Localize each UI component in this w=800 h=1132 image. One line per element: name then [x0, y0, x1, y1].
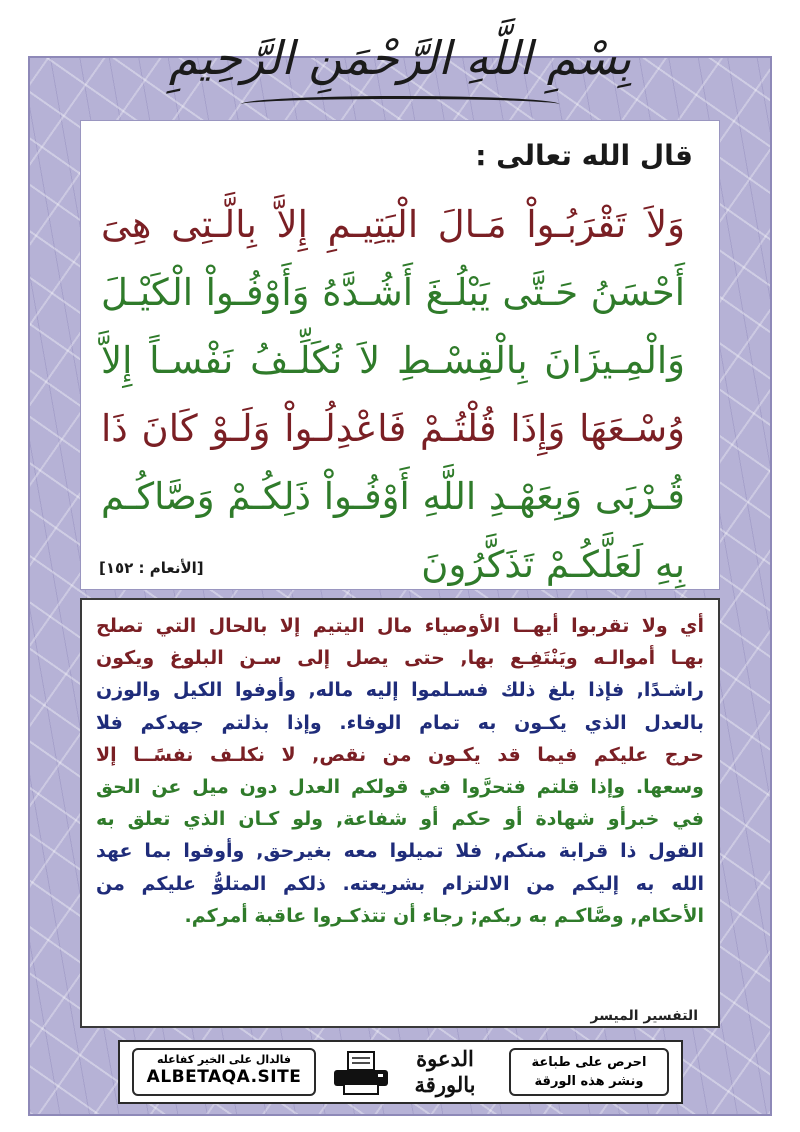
print-request-line: احرص على طباعة [531, 1055, 647, 1070]
tafsir-source: التفسير الميسر [590, 1008, 698, 1024]
basmala-calligraphy [0, 8, 800, 112]
basmala-text: بِسْمِ اللَّهِ الرَّحْمَنِ الرَّحِيمِ [168, 31, 632, 85]
verse-line: قُـرْبَى وَبِعَهْـدِ اللَّهِ أَوْفُـواْ ذَلِكُـمْ وَصَّاكُـم [101, 475, 685, 518]
verse-text [101, 191, 685, 599]
verse-intro: قال الله تعالى : [475, 139, 693, 172]
verse-line: بِهِ لَعَلَّكُـمْ تَذَكَّرُونَ [421, 543, 685, 586]
print-request-box [509, 1048, 669, 1096]
verse-line: أَحْسَنُ حَـتَّى يَبْلُـغَ أَشُـدَّهُ وَأَوْفُـواْ الْكَيْـلَ [101, 271, 685, 314]
tafsir-line: بهـا أموالـه ويَنْتَفِـع بها, حتى يصل إلى سـن البلوغ ويكون [96, 647, 704, 670]
tafsir-line: في خبرأو شهادة أو حكم أو شفاعة, ولو كـان الذي تعلق به [96, 808, 704, 831]
verse-reference: [الأنعام : ١٥٢] [99, 559, 204, 577]
site-box [132, 1048, 316, 1096]
tafsir-line: الأحكام, وصَّاكـم به ربكم; رجاء أن تتذكـروا عاقبة أمركم. [184, 904, 704, 927]
verse-panel [80, 120, 720, 590]
site-url[interactable]: ALBETAQA.SITE [146, 1067, 302, 1087]
footer-quote: فالدال على الخير كفاعله [156, 1053, 292, 1066]
tafsir-text [96, 610, 704, 932]
verse-line: وَلاَ تَقْرَبُـواْ مَـالَ الْيَتِيـمِ إِلاَّ بِالَّـتِى هِىَ [101, 203, 685, 246]
verse-line: وُسْـعَهَا وَإِذَا قُلْتُـمْ فَاعْدِلُـواْ وَلَـوْ كَانَ ذَا [101, 407, 685, 450]
tafsir-line: بالعدل الذي يكـون به تمام الوفاء. وإذا بذلتم جهدكم فلا [96, 711, 704, 734]
tafsir-line: حرج عليكم فيما قد يكـون من نقص, لا نكلـف نفسًــا إلا [96, 743, 704, 766]
verse-line: وَالْمِـيزَانَ بِالْقِسْـطِ لاَ نُكَلِّـفُ نَفْسـاً إِلاَّ [101, 339, 685, 382]
tafsir-panel [80, 598, 720, 1028]
print-request-line: ونشر هذه الورقة [534, 1074, 644, 1089]
logo-text: الدعوة [416, 1046, 474, 1071]
calligraphy-flourish [240, 96, 560, 113]
site-logo [408, 1046, 482, 1100]
tafsir-line: الله به إليكم من الالتزام بشريعته. ذلكم المتلوُّ عليكم من [96, 872, 704, 895]
printer-icon [328, 1050, 394, 1096]
logo-text: بالورقة [414, 1072, 476, 1097]
tafsir-line: القول ذا قرابة منكم, فلا تميلوا معه بغيرحق, وأوفوا بما عهد [96, 840, 704, 863]
tafsir-line: وسعها. وإذا قلتم فتحرَّوا في قولكم العدل دون ميل عن الحق [96, 776, 704, 799]
tafsir-line: أي ولا تقربوا أيهــا الأوصياء مال اليتيم إلا بالحال التي تصلح [96, 615, 704, 637]
tafsir-line: راشـدًا, فإذا بلغ ذلك فسـلموا إليه ماله, وأوفوا الكيل والوزن [96, 679, 704, 702]
footer-bar [118, 1040, 683, 1104]
